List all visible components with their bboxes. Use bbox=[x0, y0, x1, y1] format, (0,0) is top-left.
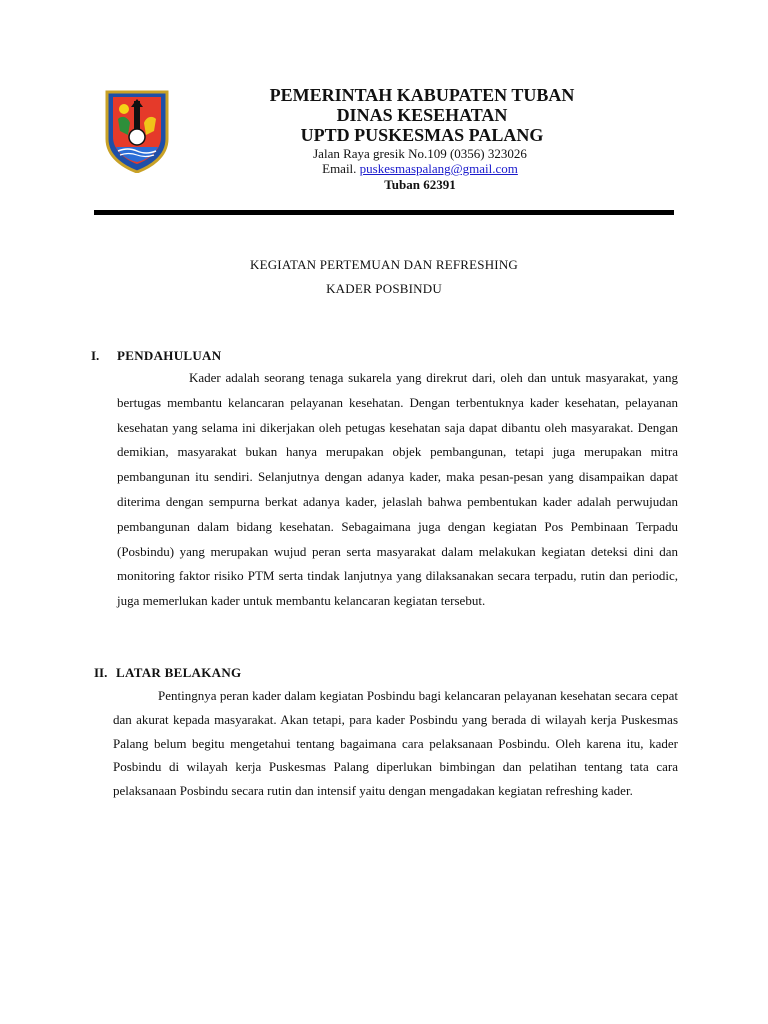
letterhead-divider bbox=[94, 210, 674, 215]
letterhead-unit: UPTD PUSKESMAS PALANG bbox=[300, 125, 544, 145]
section-paragraph-text: Kader adalah seorang tenaga sukarela yang direkrut dari, oleh dan untuk masyarakat, yang bertugas membantu kelancaran pelayanan kesehatan. Dengan terbentuknya kader kesehatan, pelayanan kesehatan yang selama ini dikerjakan oleh petugas kesehatan saja dapat dibantu oleh masyarakat. Dengan demikian, masyarakat bukan hanya merupakan objek pembangunan, tetapi juga merupakan mitra pembangunan itu sendiri. Selanjutnya dengan adanya kader, maka pesan-pesan yang disampaikan dapat diterima dengan sempurna berkat adanya kader, jelaslah bahwa pembentukan kader adalah perwujudan pembangunan dalam bidang kesehatan. Sebagaimana juga dengan kegiatan Pos Pembinaan Terpadu (Posbindu) yang merupakan wujud peran serta masyarakat dalam melakukan kegiatan deteksi dini dan monitoring faktor risiko PTM serta tindak lanjutnya yang dilaksanakan secara terpadu, rutin dan periodic, juga memerlukan kader untuk membantu kelancaran kegiatan tersebut. bbox=[117, 370, 678, 609]
section-number: I. bbox=[91, 348, 100, 363]
section-paragraph-text: Pentingnya peran kader dalam kegiatan Posbindu bagi kelancaran pelayanan kesehatan secara cepat dan akurat kepada masyarakat. Akan tetapi, para kader Posbindu yang berada di wilayah kerja Puskesmas Palang belum begitu mengetahui tentang bagaimana cara pelaksanaan Posbindu. Oleh karena itu, kader Posbindu di wilayah kerja Puskesmas Palang diperlukan bimbingan dan pelatihan tentang tata cara pelaksanaan Posbindu secara rutin dan intensif yaitu dengan mengadakan kegiatan refreshing kader. bbox=[113, 688, 678, 799]
letterhead-city: Tuban 62391 bbox=[384, 177, 456, 192]
section-heading: PENDAHULUAN bbox=[117, 348, 222, 363]
letterhead-address: Jalan Raya gresik No.109 (0356) 323026 bbox=[313, 146, 527, 161]
email-link[interactable]: puskesmaspalang@gmail.com bbox=[359, 161, 518, 176]
section-paragraph bbox=[113, 684, 678, 803]
document-title: KEGIATAN PERTEMUAN DAN REFRESHING bbox=[249, 257, 519, 272]
section-number: II. bbox=[94, 665, 108, 680]
section-heading: LATAR BELAKANG bbox=[116, 665, 242, 680]
letterhead-agency: DINAS KESEHATAN bbox=[336, 105, 508, 125]
letterhead-email-line bbox=[36, 161, 768, 177]
document-subtitle: KADER POSBINDU bbox=[326, 281, 442, 296]
email-label: Email. bbox=[322, 161, 357, 176]
section-paragraph bbox=[117, 366, 678, 614]
letterhead-government: PEMERINTAH KABUPATEN TUBAN bbox=[269, 85, 575, 105]
